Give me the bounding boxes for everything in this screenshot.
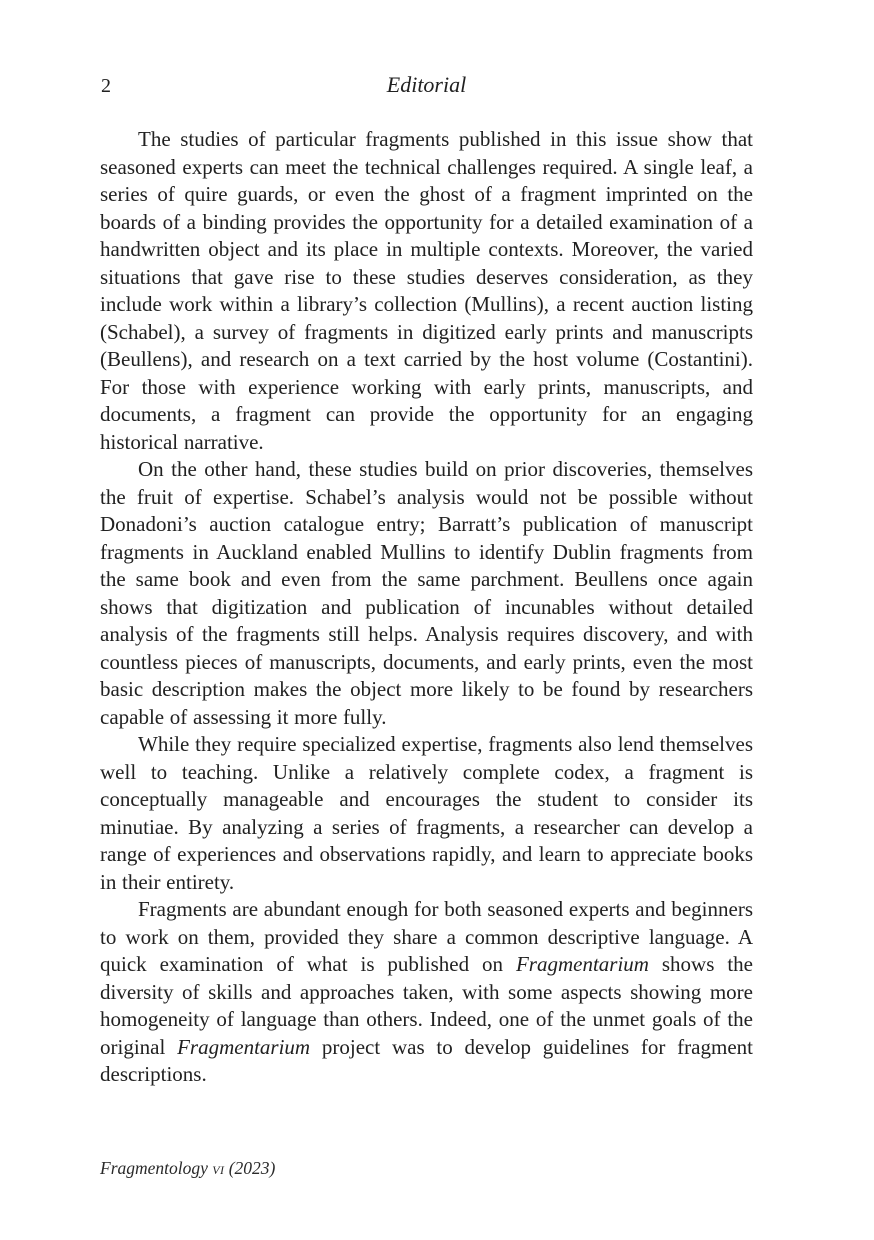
page-number: 2 <box>101 75 111 97</box>
text-segment: Fragments are abundant enough for both seasoned experts and beginners to work on them, provided they share a common descriptive language. A quick examination of what is published on <box>100 897 753 976</box>
page-footer <box>100 1158 275 1179</box>
text-segment: The studies of particular fragments published in this issue show that seasoned experts can meet the technical challenges required. A single leaf, a series of quire guards, or even the ghost of a fragment imprinted on the boards of a binding provides the opportunity for a detailed examination of a handwritten object and its place in multiple contexts. Moreover, the varied situations that gave rise to these studies deserves consideration, as they include work within a library’s collection (Mullins), a recent auction listing (Schabel), a survey of fragments in digitized early prints and manuscripts (Beullens), and research on a text carried by the host volume (Costantini). For those with experience working with early prints, manuscripts, and documents, a fragment can provide the opportunity for an engaging historical narrative. <box>100 127 753 454</box>
paragraph <box>100 731 753 896</box>
text-segment: shows the diversity of skills and approaches taken, with some aspects showing more homogeneity of language than others. Indeed, one of the unmet goals of the original <box>100 952 753 1059</box>
journal-name: Fragmentology <box>100 1158 208 1178</box>
italic-text-segment: Fragmentarium <box>515 952 649 976</box>
paragraph <box>100 896 753 1089</box>
volume-number: vi <box>212 1158 225 1178</box>
body-text <box>100 126 753 1089</box>
year: (2023) <box>228 1158 276 1178</box>
italic-text-segment: Fragmentarium <box>177 1034 311 1059</box>
page-header <box>100 72 753 100</box>
paragraph <box>100 126 753 456</box>
running-title: Editorial <box>386 72 467 97</box>
paragraph <box>100 456 753 731</box>
text-segment: On the other hand, these studies build on prior discoveries, themselves the fruit of expertise. Schabel’s analysis would not be possible without Donadoni’s auction catalogue entry; Barratt’s publication of manuscript fragments in Auckland enabled Mullins to identify Dublin fragments from the same book and even from the same parchment. Beullens once again shows that digitization and publication of incunables without detailed analysis of the fragments still helps. Analysis requires discovery, and with countless pieces of manuscripts, documents, and early prints, even the most basic description makes the object more likely to be found by researchers capable of assessing it more fully. <box>100 457 753 729</box>
text-segment: project was to develop guidelines for fragment descriptions. <box>100 1034 753 1086</box>
text-segment: While they require specialized expertise, fragments also lend themselves well to teaching. Unlike a relatively complete codex, a fragment is conceptually manageable and encourages the student to consider its minutiae. By analyzing a series of fragments, a researcher can develop a range of experiences and observations rapidly, and learn to appreciate books in their entirety. <box>100 732 753 894</box>
